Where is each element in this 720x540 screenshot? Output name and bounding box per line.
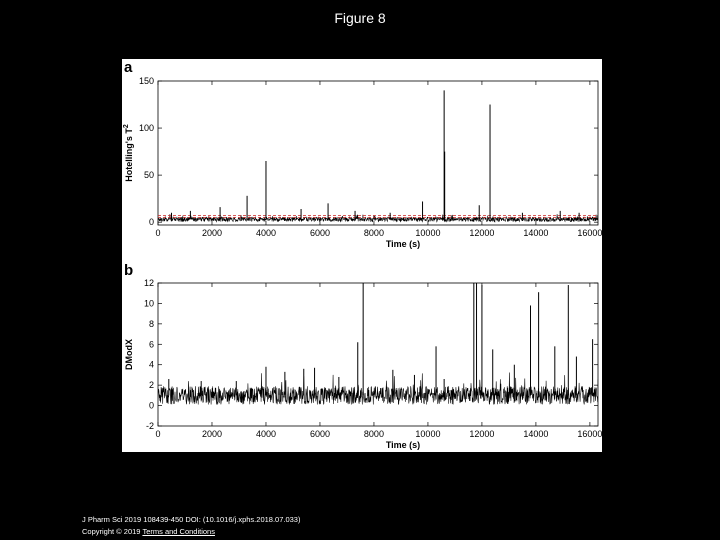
y-tick-label: 100 (138, 123, 154, 134)
x-tick-label: 2000 (201, 228, 223, 238)
series-trace-b (158, 373, 598, 405)
axes-frame (158, 81, 598, 225)
figure-panel (122, 59, 602, 452)
y-axis-label-superscript: 2 (123, 124, 130, 129)
y-tick-label: 12 (143, 278, 154, 288)
chart-panel-b (124, 262, 602, 450)
copyright-text: Copyright © 2019 (82, 527, 143, 536)
x-tick-label: 12000 (469, 429, 495, 439)
x-tick-label: 14000 (523, 228, 549, 238)
data-layer (158, 283, 598, 405)
x-tick-label: 6000 (309, 228, 330, 238)
y-tick-label: 50 (143, 170, 154, 181)
panel-label: a (124, 59, 133, 76)
y-tick-label: 0 (148, 217, 154, 228)
copyright-line (82, 527, 215, 536)
y-tick-label: -2 (145, 421, 154, 431)
citation-text: J Pharm Sci 2019 108439-450 DOI: (10.1016/j.xphs.2018.07.033) (82, 515, 301, 524)
axes-frame (158, 283, 598, 426)
y-tick-label: 6 (148, 339, 154, 350)
x-axis-label: Time (s) (385, 440, 421, 450)
y-tick-label: 150 (138, 76, 154, 86)
x-tick-label: 6000 (309, 429, 330, 439)
y-tick-label: 8 (148, 318, 154, 329)
y-axis-label: DModX (124, 339, 134, 370)
y-tick-label: 2 (148, 380, 154, 391)
panel-label: b (124, 262, 134, 279)
y-tick-label: 0 (148, 400, 154, 411)
x-tick-label: 0 (155, 429, 161, 439)
figure-svg (122, 59, 602, 452)
x-tick-label: 4000 (255, 429, 276, 439)
x-axis-label: Time (s) (385, 239, 421, 249)
terms-and-conditions-link[interactable]: Terms and Conditions (142, 527, 215, 536)
x-tick-label: 8000 (363, 228, 384, 238)
x-tick-label: 16000 (577, 228, 602, 238)
slide-title: Figure 8 (334, 10, 386, 26)
y-tick-label: 4 (148, 359, 154, 370)
x-tick-label: 2000 (201, 429, 223, 439)
y-axis-label: Hotelling's $T^2$ (123, 124, 134, 182)
x-tick-label: 10000 (415, 228, 441, 238)
x-tick-label: 4000 (255, 228, 276, 238)
x-tick-label: 10000 (415, 429, 441, 439)
x-tick-label: 0 (155, 228, 161, 238)
x-tick-label: 8000 (363, 429, 384, 439)
x-tick-label: 16000 (577, 429, 602, 439)
x-tick-label: 12000 (469, 228, 495, 238)
y-tick-label: 10 (143, 298, 154, 309)
x-tick-label: 14000 (523, 429, 549, 439)
data-layer (158, 90, 598, 221)
chart-panel-a (123, 59, 602, 249)
